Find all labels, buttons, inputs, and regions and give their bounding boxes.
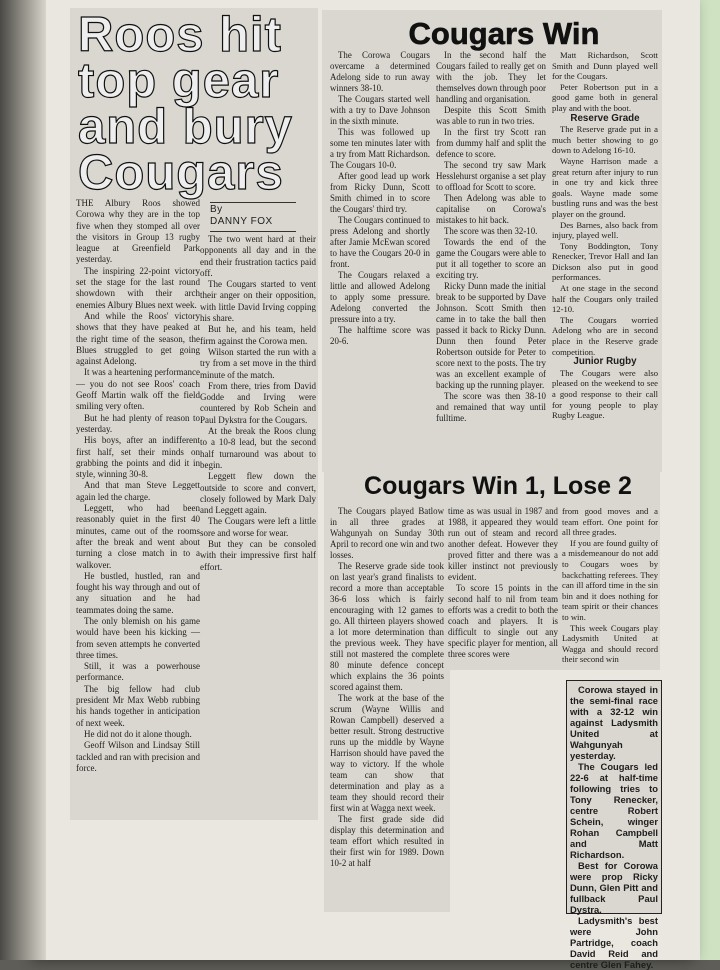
win1-lose2-column-2	[448, 506, 558, 664]
paragraph: And that man Steve Leggett again led the charge.	[76, 480, 200, 502]
paragraph: To score 15 points in the second half to nil from team efforts was a credit to both the coach and players. It is difficult to single out any specific player for mention, all three scores were	[448, 583, 558, 659]
cougars-win-column-3	[552, 50, 658, 462]
paragraph: Geoff Wilson and Lindsay Still tackled and ran with precision and force.	[76, 740, 200, 773]
paragraph: Des Barnes, also back from injury, played well.	[552, 219, 658, 241]
paragraph: Matt Richardson, Scott Smith and Dunn played well for the Cougars.	[552, 50, 658, 82]
win1-lose2-column-3	[562, 506, 658, 664]
paragraph: This was followed up some ten minutes later with a try from Matt Richardson. The Cougars 10-0.	[330, 127, 430, 170]
paragraph: But they can be consoled with their impressive first half effort.	[200, 539, 316, 572]
paragraph: In the first try Scott ran from dummy half and split the defence to score.	[436, 127, 546, 159]
roos-column-1	[76, 198, 200, 798]
paragraph: Wilson started the run with a try from a set move in the third minute of the match.	[200, 346, 316, 380]
paragraph: The score was then 32-10.	[444, 226, 538, 236]
headline-line: and bury	[78, 100, 293, 154]
win1-lose2-column-1	[330, 506, 444, 908]
paragraph: This week Cougars play Ladysmith United at Wagga and should record their second win	[562, 622, 658, 665]
paragraph: At one stage in the second half the Cougars only trailed 12-10.	[552, 283, 658, 315]
paragraph: He bustled, hustled, ran and fought his way through and out of any situation and he had teammates doing the same.	[76, 570, 200, 615]
paragraph: The work at the base of the scrum (Wayne Willis and Rowan Campbell) deserved a better result. Strong destructive runs up the middle by Wayne Harrison should have paved the way to victory. If the whole team can show that determination and play as a team they should record their first win at Wagga next week.	[330, 693, 444, 813]
paragraph: Corowa stayed in the semi-final race with a 32-12 win against Ladysmith United at Wahgunyah yesterday.	[570, 684, 658, 761]
headline-line: Cougars	[78, 146, 284, 200]
roos-byline	[210, 202, 296, 232]
paragraph: The score was then 38-10 and remained that way until fulltime.	[436, 391, 546, 423]
paragraph: The Cougars were also pleased on the weekend to see a good response to their call for young people to play Rugby League.	[552, 367, 658, 421]
paragraph: Tony Boddington, Tony Renecker, Trevor Hall and Ian Dickson also put in good performances.	[552, 240, 658, 283]
byline-name: DANNY FOX	[210, 216, 273, 227]
paragraph: The Cougars were left a little sore and worse for wear.	[200, 516, 316, 538]
paragraph: And while the Roos' victory shows that they have peaked at the right time of the season, the Blues struggled to get going against Adelong.	[76, 310, 200, 367]
paragraph: In the second half the Cougars failed to really get on with the job. They let themselves down through poor handling and organisation.	[436, 50, 546, 104]
paragraph: The big fellow had club president Mr Max Webb rubbing his hands together in anticipation of next week.	[76, 683, 200, 728]
paragraph: After good lead up work from Ricky Dunn, Scott Smith chimed in to score the Cougars' third try.	[330, 171, 430, 214]
paragraph: At the break the Roos clung to a 10-8 lead, but the second half turnaround was about to begin.	[200, 426, 316, 470]
subheading-junior-rugby: Junior Rugby	[573, 356, 637, 368]
binder-spine	[0, 0, 46, 960]
paragraph: Peter Robertson put in a good game both in general play and with the boot.	[552, 81, 658, 113]
paragraph: The Reserve grade put in a much better showing to go down to Adelong 16-10.	[552, 124, 658, 156]
paragraph: The only blemish on his game would have been his kicking — from seven attempts he converted three times.	[76, 615, 200, 660]
paragraph: Leggett flew down the outside to score and convert, closely followed by Mark Daly and Leggett again.	[200, 471, 316, 516]
paragraph: The Reserve grade side took on last year's grand finalists to record a more than acceptable 36-6 loss which is fairly encouraging with 12 games to go. All thirteen players showed a lot more determination than the previous week. They have still not mastered the complete 80 minute defence concept which explains the 36 points scored against them.	[330, 561, 444, 692]
cougars-win-column-2	[436, 50, 546, 460]
paragraph: But he, and his team, held firm against the Corowa men.	[200, 324, 316, 346]
paragraph: The Cougars relaxed a little and allowed Adelong to apply some pressure. Adelong converted the pressure into a try.	[330, 270, 430, 324]
paragraph: Then Adelong was able to capitalise on Corowa's mistakes to hit back.	[436, 193, 546, 225]
cougars-win-column-1	[330, 50, 430, 380]
paragraph: The Cougars started well with a try to Dave Johnson in the sixth minute.	[330, 94, 430, 126]
paragraph: THE Albury Roos showed Corowa why they are in the top five when they stomped all over the visitors in Group 13 rugby league at Greenfield Park yesterday.	[76, 198, 200, 265]
paragraph: time as was usual in 1987 and 1988, it appeared they would run out of steam and record another defeat. However they proved fitter and there was a killer instinct not previously evident.	[448, 506, 558, 582]
paragraph: But he had plenty of reason to yesterday.	[76, 412, 200, 434]
paragraph: The first grade side did display this determination and team effort which resulted in their first win for 1989. Down 10-2 at half	[330, 814, 444, 868]
paragraph: The Cougars started to vent their anger on their opposition, with little David Irving copping his share.	[200, 279, 316, 324]
paragraph: He did not do it alone though.	[84, 728, 192, 739]
paragraph: The Cougars worried Adelong who are in second place in the Reserve grade competition.	[552, 314, 658, 357]
paragraph: Ladysmith's best were John Partridge, coach David Reid and centre Glen Fahey.	[570, 915, 658, 970]
paragraph: Best for Corowa were prop Ricky Dunn, Glen Pitt and fullback Paul Dystra.	[570, 860, 658, 915]
paragraph: Still, it was a powerhouse performance.	[76, 661, 200, 683]
paragraph: Wayne Harrison made a great return after injury to run in one try and kick three goals. Wayne made some bustling runs and was the best player on the ground.	[552, 155, 658, 219]
roos-column-2	[200, 234, 316, 584]
paragraph: Ricky Dunn made the initial break to be supported by Dave Johnson. Scott Smith then came in to take the ball then passed it back to Ricky Dunn. Dunn then found Peter Robertson outside for Peter to score next to the posts. The try was an excellent example of backing up the running player.	[436, 281, 546, 390]
paragraph: Leggett, who had been reasonably quiet in the first 40 minutes, came out of the rooms after the break and went about turning a close match in to a walkover.	[76, 503, 200, 570]
paragraph: The Corowa Cougars overcame a determined Adelong side to run away winners 38-10.	[330, 50, 430, 93]
semi-final-brief-text	[570, 684, 658, 970]
headline-line: Roos hit	[78, 8, 282, 62]
paragraph: The Cougars played Batlow in all three grades at Wahgunyah on Sunday 30th April to record one win and two losses.	[330, 506, 444, 560]
paragraph: The second try saw Mark Hesslehurst organise a set play to offload for Scott to score.	[436, 160, 546, 192]
roos-headline	[78, 8, 314, 200]
paragraph: It was a heartening performance — you do not see Roos' coach Geoff Martin walk off the field smiling very often.	[76, 367, 200, 412]
paragraph: If you are found guilty of a misdemeanour do not add to Cougars woes by backchatting referees. They can ill afford time in the sin bin and it does nothing for team spirit or their chances to win.	[562, 537, 658, 622]
win1-lose2-headline: Cougars Win 1, Lose 2	[364, 472, 632, 500]
headline-line: top gear	[78, 54, 280, 108]
paragraph: From there, tries from David Godde and Irving were countered by Rob Schein and Paul Dykstra for the Cougars.	[200, 380, 316, 425]
paragraph: The two went hard at their opponents all day and in the end their frustration tactics paid off.	[200, 234, 316, 278]
paragraph: The Cougars led 22-6 at half-time following tries to Tony Renecker, centre Robert Schein, winger Rohan Campbell and Matt Richardson.	[570, 761, 658, 860]
paragraph: Towards the end of the game the Cougars were able to put it all together to score an exciting try.	[436, 237, 546, 280]
paragraph: The halftime score was 20-6.	[330, 325, 430, 346]
paragraph: The Cougars continued to press Adelong and shortly after Jamie McEwan scored to have the Cougars 20-0 in front.	[330, 215, 430, 269]
byline-label: By	[210, 204, 223, 215]
paragraph: His boys, after an indifferent first half, set their minds on grabbing the points and did it in style, winning 30-8.	[76, 435, 200, 480]
cougars-win-headline: Cougars Win	[408, 16, 600, 51]
paragraph: The inspiring 22-point victory set the stage for the last round showdown with their arch enemies Albury Blues next week.	[76, 265, 200, 310]
paragraph: from good moves and a team effort. One point for all three grades.	[562, 506, 658, 538]
subheading-reserve-grade: Reserve Grade	[570, 112, 640, 124]
paragraph: Despite this Scott Smith was able to run in two tries.	[436, 105, 546, 126]
